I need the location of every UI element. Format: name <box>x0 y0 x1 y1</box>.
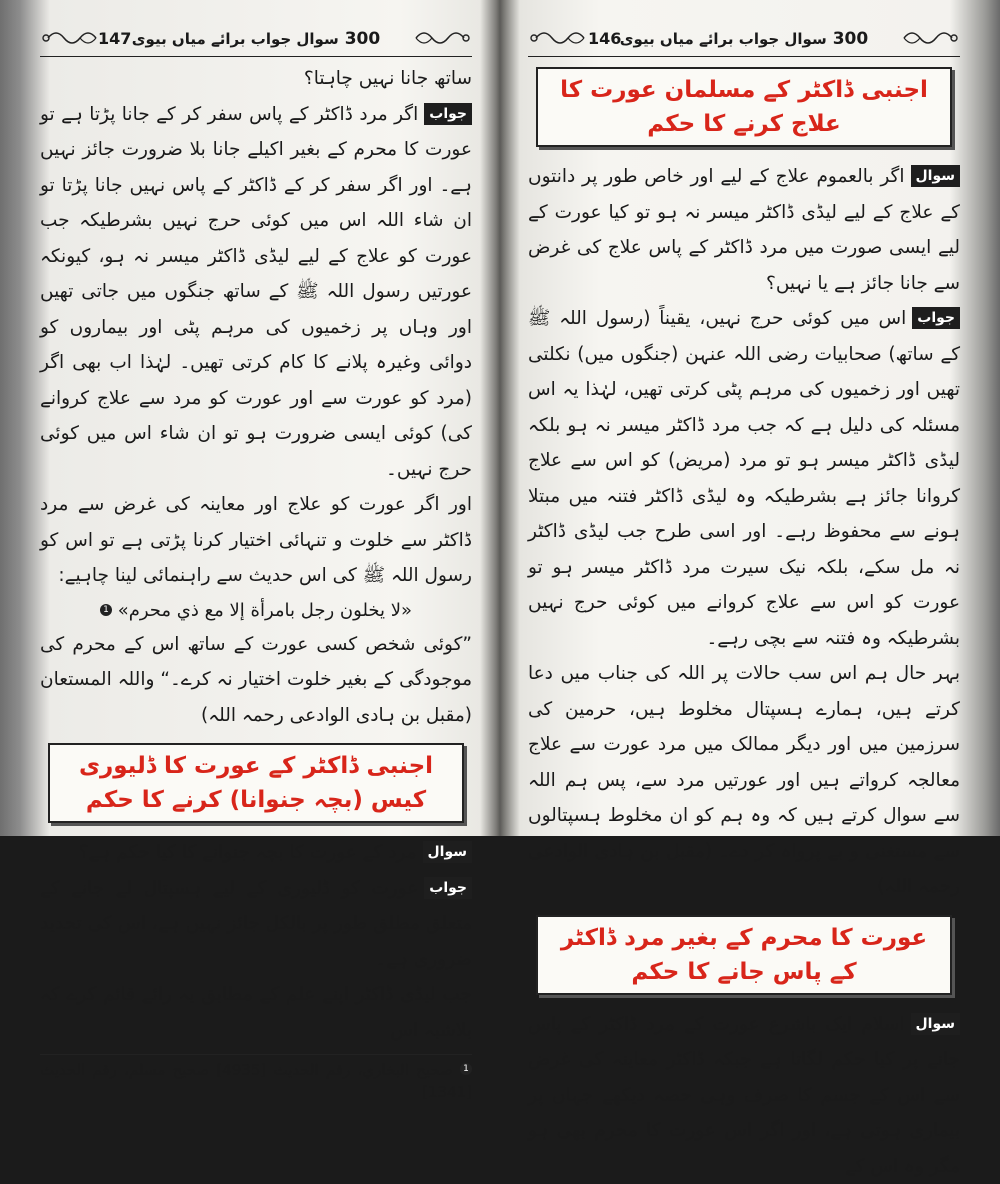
page-number: 147 <box>98 29 131 48</box>
question-label: سوال <box>911 165 961 187</box>
right-page <box>528 22 960 822</box>
section-heading: عورت کا محرم کے بغیر مرد ڈاکٹر کے پاس جانے کا حکم <box>536 915 952 995</box>
answer-text: اگر مرد ڈاکٹر کے پاس سفر کر کے جانا پڑتا ہے تو عورت کا محرم کے بغیر اکیلے جانا بلا ضرورت جائز نہیں ہے۔ اور اگر سفر کر کے ڈاکٹر کے پاس نہیں جانا پڑتا تو ان شاء اللہ اس میں کوئی حرج نہیں بشرطیکہ جب عورت کو علاج کے لیے لیڈی ڈاکٹر میسر نہ ہو، کیونکہ عورتیں رسول اللہ ﷺ کے ساتھ جنگوں میں جاتی تھیں اور وہاں پر زخمیوں کی مرہم پٹی اور بیماروں کو دوائی وغیرہ پلانے کا کام کرتی تھیں۔ لہٰذا اب بھی اگر (مرد کو عورت سے اور عورت کو مرد سے علاج کروانے کی) کوئی ایسی ضرورت ہو تو ان شاء اس میں کوئی حرج نہیں۔ <box>40 104 472 480</box>
ornament-icon <box>414 28 472 48</box>
question-paragraph <box>528 1007 960 1184</box>
arabic-hadith: «لا يخلون رجل بامرأة إلا مع ذي محرم» 1 <box>40 594 472 627</box>
answer-paragraph <box>40 871 472 978</box>
ornament-icon <box>40 28 98 48</box>
paragraph: اور اگر عورت کو علاج اور معاینہ کی غرض سے مرد ڈاکٹر سے خلوت و تنہائی اختیار کرنا پڑتی ہے تو اس کو رسول اللہ ﷺ کی اس حدیث سے راہنمائی لینا چاہیے: <box>40 487 472 594</box>
answer-text: عورت کو ڈلیوری کے لیے ہسپتال لے جانے کے متعلق مطلق طور پر بالکل جائز نہیں ہے، اس کی تحدید ضروری ہے۔ <box>40 878 472 970</box>
left-page <box>40 22 472 822</box>
question-text: اگر بالعموم علاج کے لیے اور خاص طور پر دانتوں کے علاج کے لیے لیڈی ڈاکٹر میسر نہ ہو تو کیا عورت کے لیے ایسی صورت میں مرد ڈاکٹر کے پاس علاج کی غرض سے جانا جائز ہے یا نہیں؟ <box>528 166 960 294</box>
ornament-icon <box>902 28 960 48</box>
answer-paragraph <box>40 97 472 488</box>
ornament-icon <box>528 28 586 48</box>
answer-text: اس میں کوئی حرج نہیں، یقیناً (رسول اللہ ﷺ کے ساتھ) صحابیات رضی اللہ عنہن (جنگوں میں) نکلتی تھیں اور زخمیوں کی مرہم پٹی کرتی تھیں، لہٰذا یہ اس مسئلہ کی دلیل ہے کہ جب مرد ڈاکٹر میسر نہ ہو بلکہ لیڈی ڈاکٹر میسر ہو تو مرد (مریض) کو اس سے علاج کروانا جائز ہے بشرطیکہ وہ لیڈی ڈاکٹر فتنہ میں مبتلا ہونے سے محفوظ رہے۔ اور اسی طرح جب لیڈی ڈاکٹر نہ مل سکے، بلکہ نیک سیرت مرد ڈاکٹر میسر ہو تو عورت کو اس سے علاج کروانے میں کوئی حرج نہیں بشرطیکہ وہ فتنہ سے بچی رہے۔ <box>528 308 960 649</box>
answer-paragraph <box>528 301 960 656</box>
book-title: سوال جواب برائے میاں بیوی <box>620 30 827 48</box>
question-text: مرد کے عورت کا بچہ جنوانے کا کیا حکم ہے؟ <box>79 842 417 863</box>
footnote <box>40 1059 472 1103</box>
question-label: سوال <box>423 841 473 863</box>
paragraph: جب لیڈی ڈاکٹر اپنے علم کے مطابق یہ رائے قائم کرے کہ بلاشبہ اس <box>40 977 472 1048</box>
page-header <box>528 22 960 57</box>
paragraph: بہر حال ہم اس سب حالات پر اللہ کی جناب میں دعا کرتے ہیں، ہمارے ہسپتال مخلوط ہیں، حرمین کی سرزمین میں اور دیگر ممالک میں مرد عورت سے علاج معالجہ کرواتے ہیں اور عورتیں مرد سے، پس ہم اللہ سے سوال کرتے ہیں کہ وہ ہم کو ان مخلوط ہسپتالوں سے مستغنی و بے پرواہ کر دے۔ (مقبل بن ہادی الوادعی رحمہ اللہ) <box>528 656 960 905</box>
footnote-text: صحيح البخاري، رقم الحديث [4935] صحيح مسلم، رقم الحديث [1341] <box>40 1061 472 1101</box>
page-header <box>40 22 472 57</box>
question-paragraph <box>40 835 472 871</box>
question-paragraph <box>528 159 960 301</box>
running-title <box>620 29 868 49</box>
footnote-marker: 1 <box>100 604 112 616</box>
hadith-translation: ”کوئی شخص کسی عورت کے ساتھ اس کے محرم کی موجودگی کے بغیر خلوت اختیار نہ کرے۔“ واللہ المستعان (مقبل بن ہادی الوادعی رحمہ اللہ) <box>40 627 472 734</box>
answer-label: جواب <box>424 103 472 125</box>
section-heading: اجنبی ڈاکٹر کے عورت کا ڈلیوری کیس (بچہ جنوانا) کرنے کا حکم <box>48 743 464 823</box>
answer-label: جواب <box>912 307 960 329</box>
section-heading: اجنبی ڈاکٹر کے مسلمان عورت کا علاج کرنے کا حکم <box>536 67 952 147</box>
book-number: 300 <box>833 29 869 49</box>
question-label: سوال <box>911 1013 961 1035</box>
footnote-marker: 1 <box>460 1063 472 1075</box>
running-title <box>132 29 380 49</box>
paragraph: ساتھ جانا نہیں چاہتا؟ <box>40 61 472 97</box>
page-number: 146 <box>588 29 621 48</box>
book-number: 300 <box>345 29 381 49</box>
footnote-section <box>40 1054 472 1103</box>
answer-label: جواب <box>424 877 472 899</box>
question-text: اسلام ایک باشرع عورت کے مرد ڈاکٹر کے پاس جانے پر کیا حکم لگاتا ہے جبکہ ڈاکٹر معاینہ کی غرض سے اس کے جسم کا صرف وہی حصہ دیکھے جہاں پر بیماری ہوتی ہے، اور اگر اس عورت کا محرم بھی ہو مگر وہ اس کے <box>528 1014 960 1177</box>
book-title: سوال جواب برائے میاں بیوی <box>132 30 339 48</box>
